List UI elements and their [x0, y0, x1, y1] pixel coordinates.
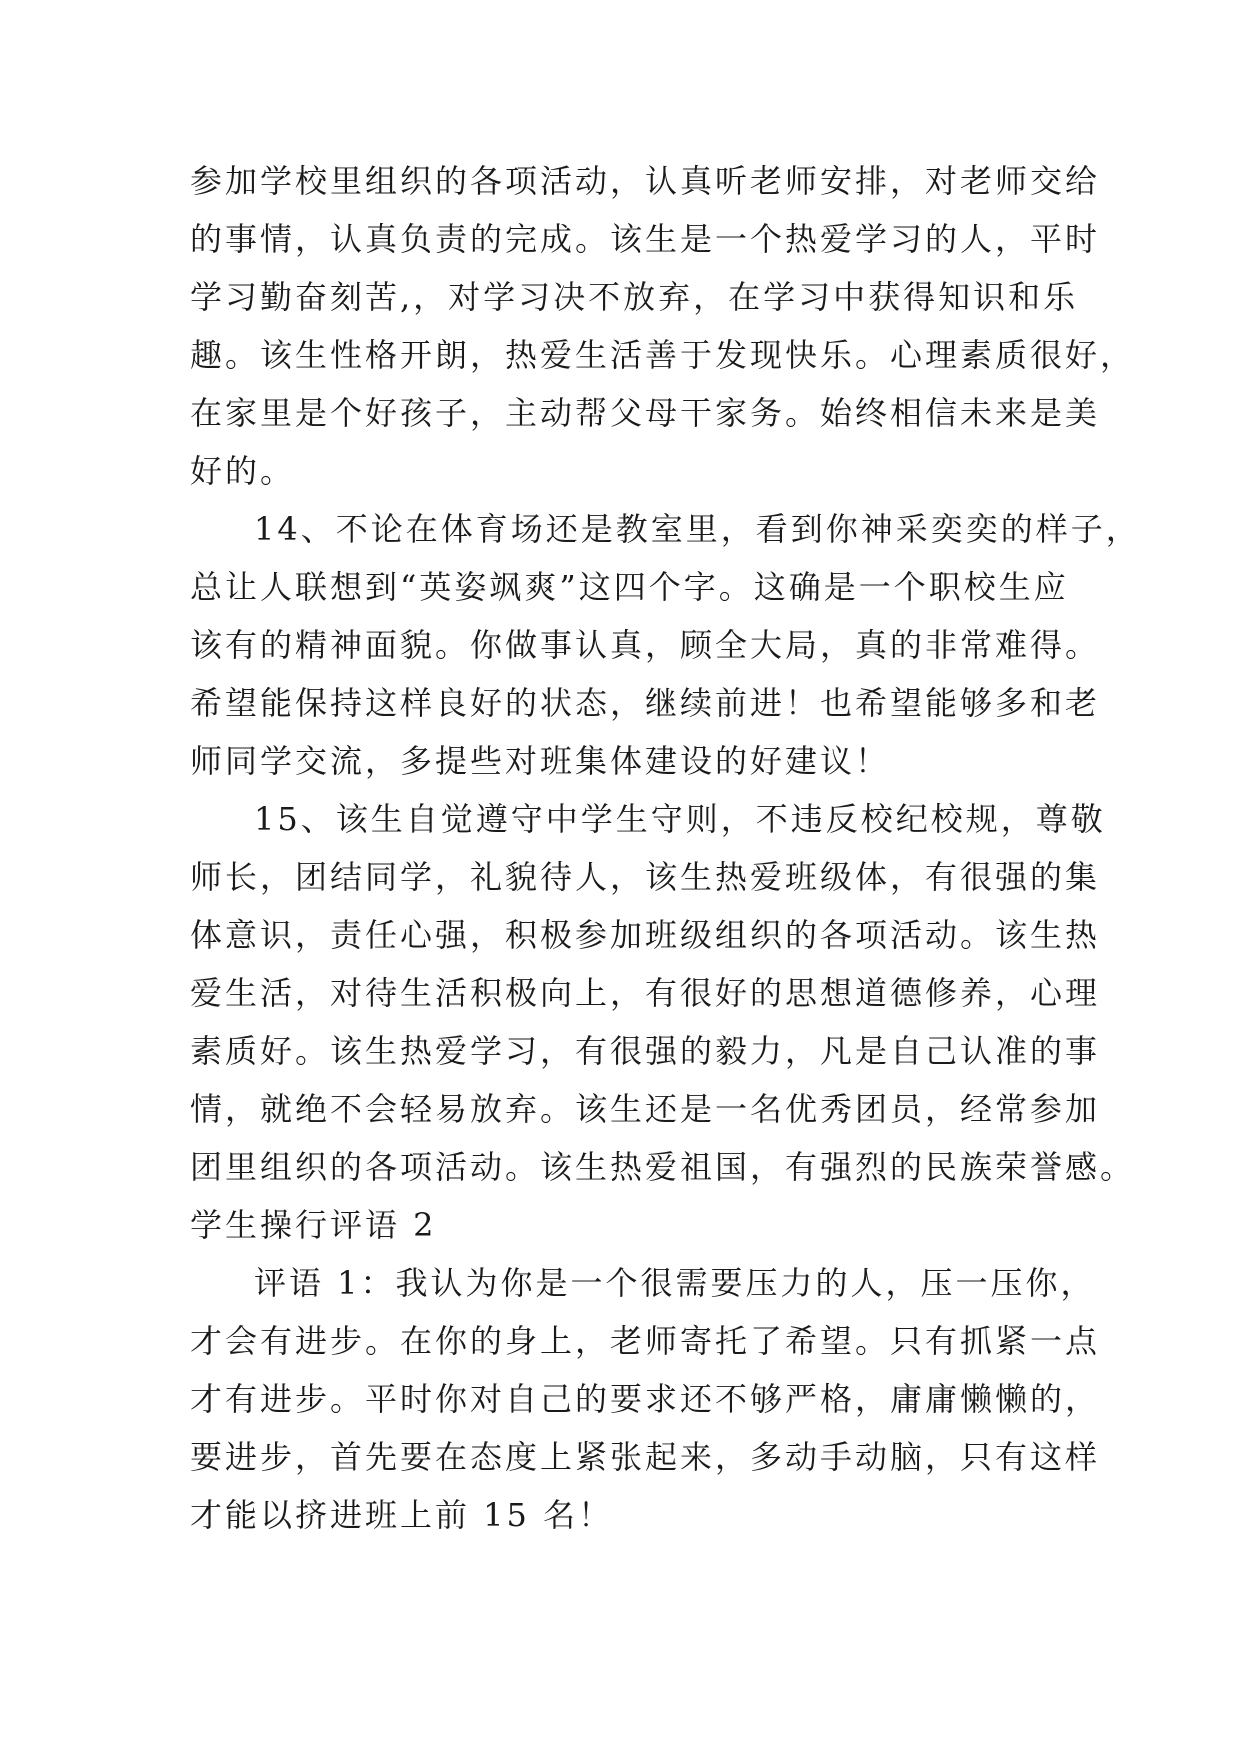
text-line: 的事情，认真负责的完成。该生是一个热爱学习的人，平时 [190, 220, 1101, 258]
text-line: 体意识，责任心强，积极参加班级组织的各项活动。该生热 [190, 916, 1101, 954]
text-line: 要进步，首先要在态度上紧张起来，多动手动脑，只有这样 [190, 1438, 1101, 1476]
text-line: 才会有进步。在你的身上，老师寄托了希望。只有抓紧一点 [190, 1322, 1101, 1360]
text-line: 学生操行评语 2 [190, 1206, 437, 1244]
paragraph-first-line: 14、不论在体育场还是教室里，看到你神采奕奕的样子， [254, 510, 1141, 548]
text-line: 团里组织的各项活动。该生热爱祖国，有强烈的民族荣誉感。 [190, 1148, 1136, 1186]
text-line: 参加学校里组织的各项活动，认真听老师安排，对老师交给 [190, 162, 1101, 200]
text-line: 爱生活，对待生活积极向上，有很好的思想道德修养，心理 [190, 974, 1101, 1012]
paragraph-first-line: 评语 1：我认为你是一个很需要压力的人，压一压你， [254, 1264, 1096, 1302]
text-line: 师长，团结同学，礼貌待人，该生热爱班级体，有很强的集 [190, 858, 1101, 896]
text-line: 希望能保持这样良好的状态，继续前进！也希望能够多和老 [190, 684, 1101, 722]
text-line: 师同学交流，多提些对班集体建设的好建议！ [190, 742, 891, 780]
text-line: 才能以挤进班上前 15 名！ [190, 1496, 614, 1534]
text-line: 情，就绝不会轻易放弃。该生还是一名优秀团员，经常参加 [190, 1090, 1101, 1128]
text-line: 趣。该生性格开朗，热爱生活善于发现快乐。心理素质很好， [190, 336, 1136, 374]
text-line: 学习勤奋刻苦,，对学习决不放弃，在学习中获得知识和乐 [190, 278, 1079, 316]
text-line: 好的。 [190, 452, 296, 490]
document-body [190, 152, 1141, 1544]
text-line: 该有的精神面貌。你做事认真，顾全大局，真的非常难得。 [190, 626, 1101, 664]
text-line: 才有进步。平时你对自己的要求还不够严格，庸庸懒懒的， [190, 1380, 1101, 1418]
text-line: 总让人联想到“英姿飒爽”这四个字。这确是一个职校生应 [190, 568, 1069, 606]
text-line: 在家里是个好孩子，主动帮父母干家务。始终相信未来是美 [190, 394, 1101, 432]
paragraph-first-line: 15、该生自觉遵守中学生守则，不违反校纪校规，尊敬 [254, 800, 1106, 838]
text-line: 素质好。该生热爱学习，有很强的毅力，凡是自己认准的事 [190, 1032, 1101, 1070]
